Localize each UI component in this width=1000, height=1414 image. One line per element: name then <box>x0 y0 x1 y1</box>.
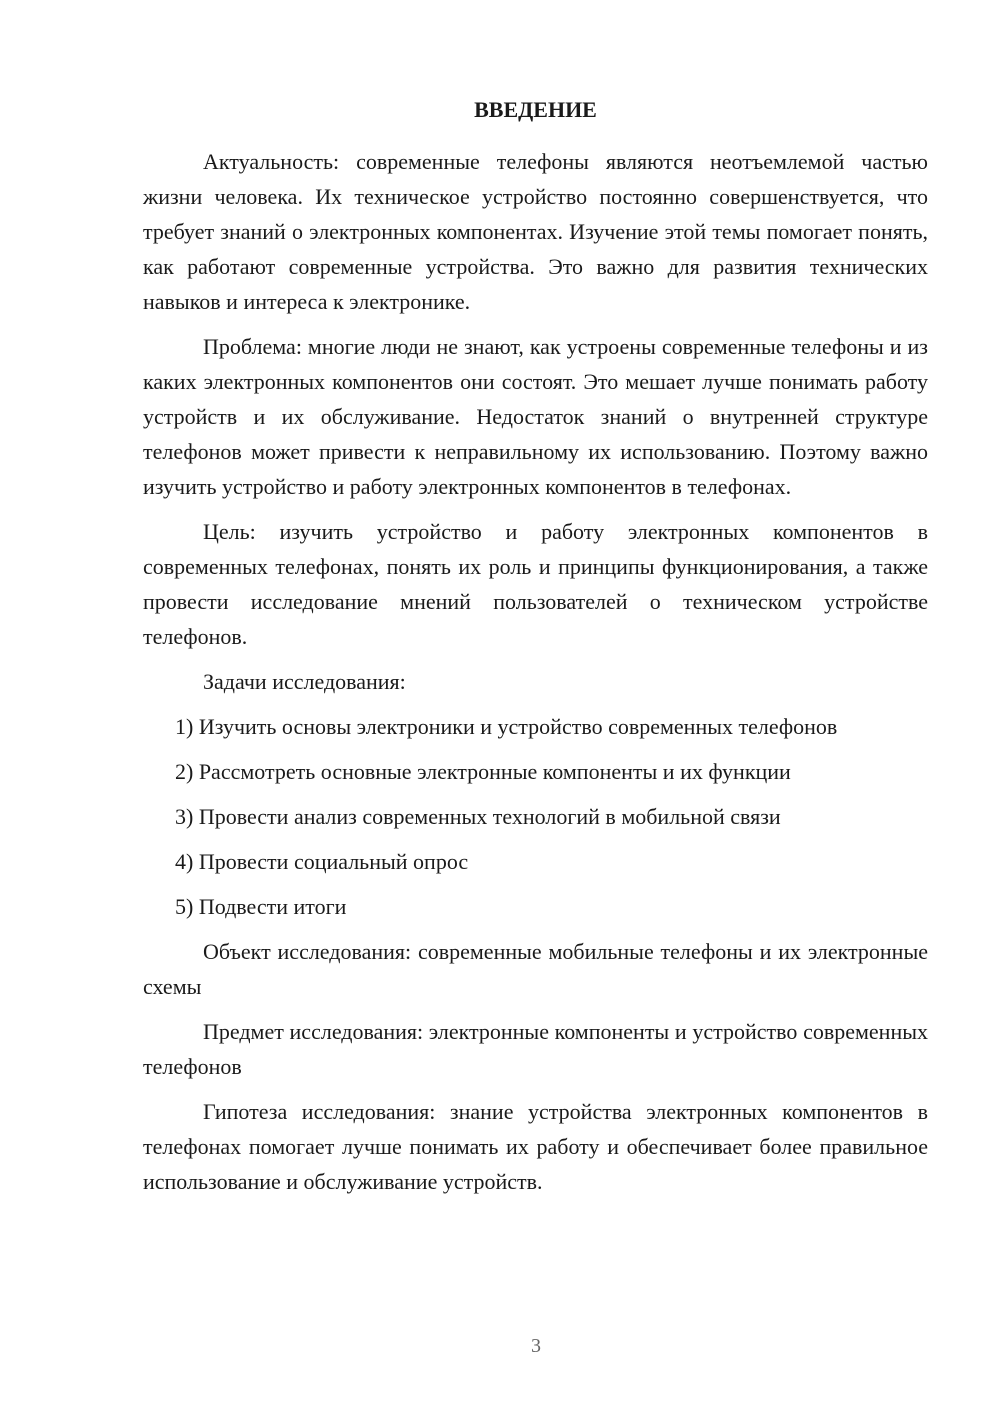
subject-paragraph: Предмет исследования: электронные компоненты и устройство современных телефонов <box>143 1019 928 1079</box>
hypothesis-paragraph: Гипотеза исследования: знание устройства электронных компонентов в телефонах помогает лучше понимать их работу и обеспечивает более правильное использование и обслуживание устройств. <box>143 1099 928 1194</box>
task-item: 3) Провести анализ современных технологий в мобильной связи <box>175 804 781 829</box>
page-content <box>143 96 928 1209</box>
problem-paragraph: Проблема: многие люди не знают, как устроены современные телефоны и из каких электронных компонентов они состоят. Это мешает лучше понимать работу устройств и их обслуживание. Недостаток знаний о внутренней структуре телефонов может привести к неправильному их использованию. Поэтому важно изучить устройство и работу электронных компонентов в телефонах. <box>143 334 928 499</box>
tasks-list <box>143 709 928 924</box>
page-number: 3 <box>531 1335 541 1357</box>
relevance-paragraph: Актуальность: современные телефоны являются неотъемлемой частью жизни человека. Их техническое устройство постоянно совершенствуется, что требует знаний о электронных компонентах. Изучение этой темы помогает понять, как работают современные устройства. Это важно для развития технических навыков и интереса к электронике. <box>143 149 928 314</box>
section-title: ВВЕДЕНИЕ <box>474 97 597 122</box>
task-item: 5) Подвести итоги <box>175 894 347 919</box>
task-item: 4) Провести социальный опрос <box>175 849 469 874</box>
object-paragraph: Объект исследования: современные мобильные телефоны и их электронные схемы <box>143 939 928 999</box>
tasks-heading: Задачи исследования: <box>203 669 406 694</box>
task-item: 2) Рассмотреть основные электронные компоненты и их функции <box>175 759 791 784</box>
goal-paragraph: Цель: изучить устройство и работу электронных компонентов в современных телефонах, понять их роль и принципы функционирования, а также провести исследование мнений пользователей о техническом устройстве телефонов. <box>143 519 928 649</box>
task-item: 1) Изучить основы электроники и устройство современных телефонов <box>175 714 838 739</box>
